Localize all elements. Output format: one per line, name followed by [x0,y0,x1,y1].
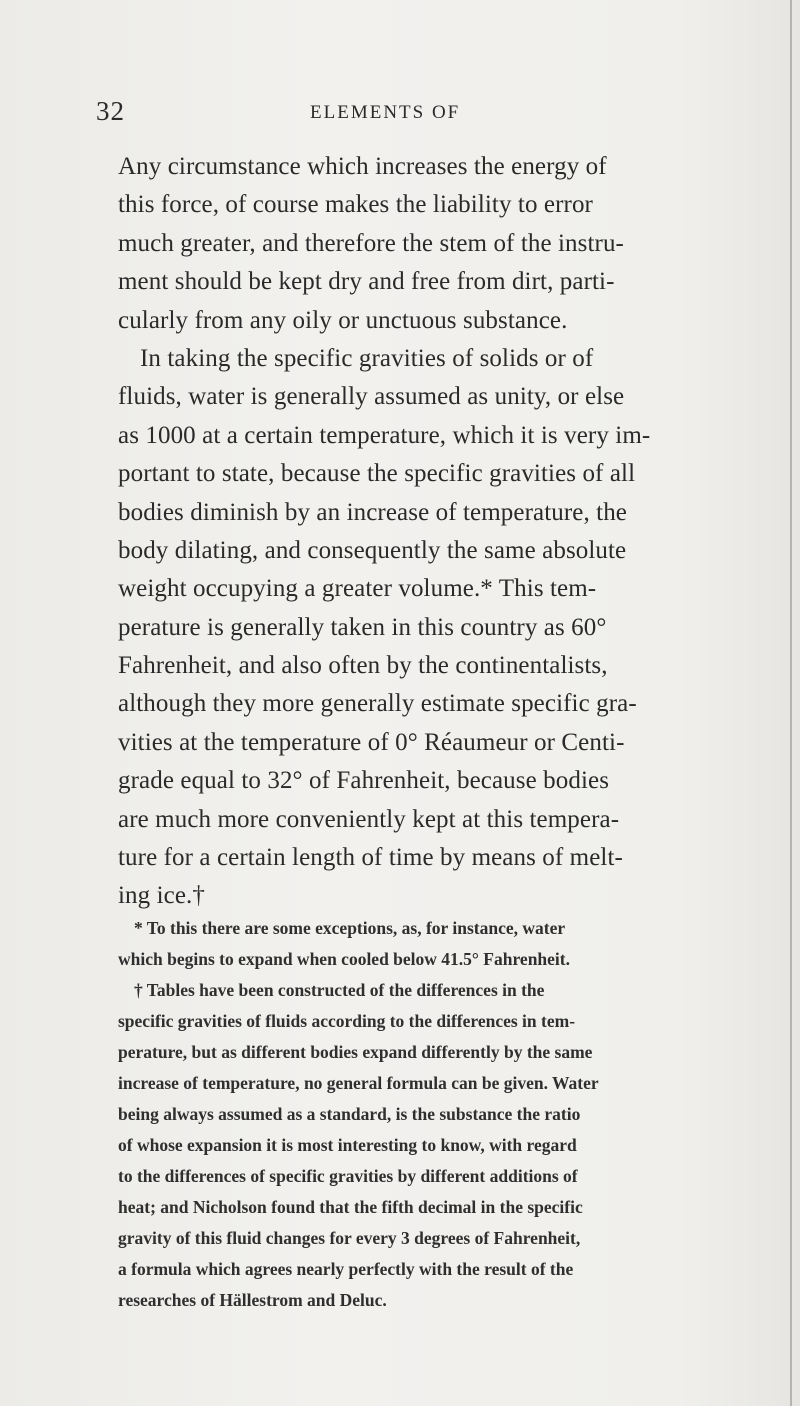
text-line: grade equal to 32° of Fahrenheit, because bodies [118,767,610,795]
text-line: fluids, water is generally assumed as unity, or else [118,383,625,411]
footnote-line: a formula which agrees nearly perfectly with the result of the [118,1259,574,1279]
footnote-line: gravity of this fluid changes for every 3 degrees of Fahrenheit, [118,1228,581,1248]
main-text [118,148,730,916]
text-line: vities at the temperature of 0° Réaumeur or Centi- [118,728,625,756]
text-line: body dilating, and consequently the same absolute [118,536,627,564]
footnote-line: which begins to expand when cooled below 41.5° Fahrenheit. [118,949,570,969]
text-line: ment should be kept dry and free from dirt, parti- [118,268,615,296]
text-line: Fahrenheit, and also often by the continentalists, [118,652,608,680]
footnote-line: of whose expansion it is most interesting to know, with regard [118,1135,577,1155]
footnote-line: heat; and Nicholson found that the fifth decimal in the specific [118,1197,583,1217]
text-line: portant to state, because the specific gravities of all [118,460,636,488]
text-line: as 1000 at a certain temperature, which it is very im- [118,421,651,449]
footnote-line: * To this there are some exceptions, as, for instance, water [134,918,566,938]
page-header [0,96,800,126]
footnote-line: specific gravities of fluids according to the differences in tem- [118,1011,576,1031]
text-line: bodies diminish by an increase of temperature, the [118,498,628,526]
footnote-line: to the differences of specific gravities by different additions of [118,1166,578,1186]
text-line: cularly from any oily or unctuous substance. [118,306,568,334]
footnote-line: † Tables have been constructed of the differences in the [134,980,545,1000]
footnote-line: researches of Hällestrom and Deluc. [118,1290,387,1310]
footnote-line: perature, but as different bodies expand differently by the same [118,1042,593,1062]
page-edge-line [790,0,792,1406]
text-line: are much more conveniently kept at this tempera- [118,805,620,833]
page-number: 32 [96,96,125,126]
text-line: perature is generally taken in this country as 60° [118,613,607,641]
text-line: although they more generally estimate specific gra- [118,690,637,718]
text-line: Any circumstance which increases the energy of [118,153,607,180]
text-line: ture for a certain length of time by means of melt- [118,844,623,872]
footnote-line: increase of temperature, no general formula can be given. Water [118,1073,599,1093]
footnotes [118,913,730,1316]
text-line: weight occupying a greater volume.* This tem- [118,575,597,603]
text-line: much greater, and therefore the stem of the instru- [118,229,624,257]
running-head: ELEMENTS OF [310,102,461,123]
footnote-line: being always assumed as a standard, is the substance the ratio [118,1104,581,1124]
text-line: this force, of course makes the liability to error [118,191,593,219]
text-line: ing ice.† [118,882,205,910]
text-line: In taking the specific gravities of solids or of [140,344,594,372]
